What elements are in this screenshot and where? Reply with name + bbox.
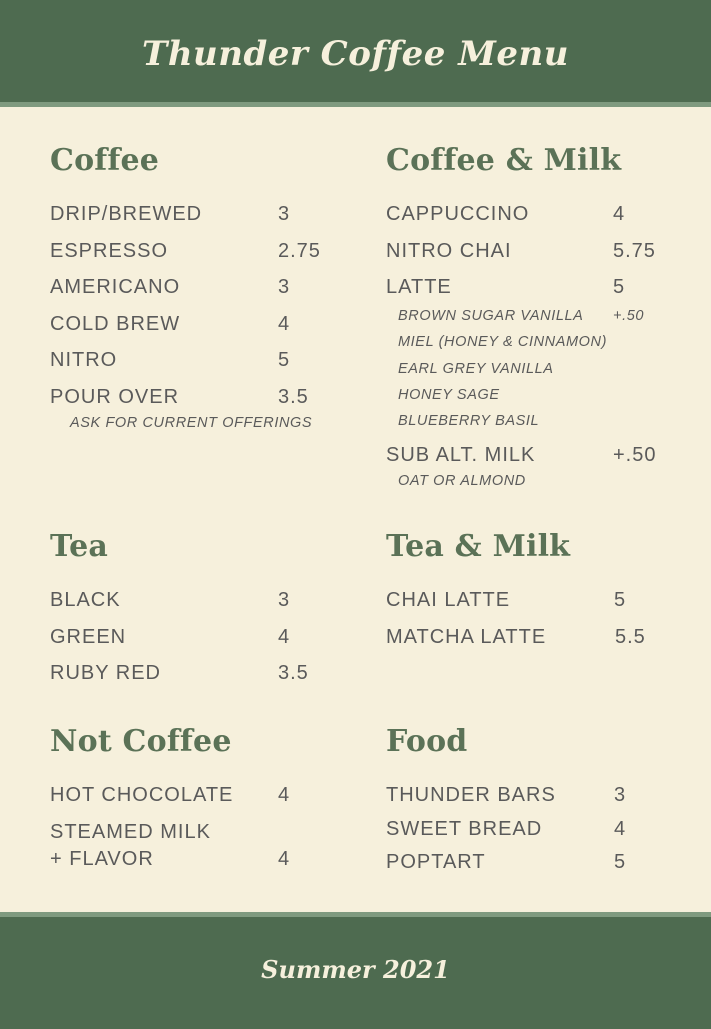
item-price: 4 — [278, 784, 291, 806]
menu-item — [386, 587, 686, 624]
item-name: POPTART — [386, 851, 486, 873]
item-name: AMERICANO — [50, 276, 181, 298]
item-name: BLACK — [50, 589, 121, 611]
section-food — [386, 724, 686, 883]
flavor-option — [386, 386, 686, 412]
menu-item-continued — [50, 846, 340, 883]
item-name: POUR OVER — [50, 385, 180, 408]
flavor-option — [386, 333, 686, 359]
flavor-name: BROWN SUGAR VANILLA — [398, 308, 584, 324]
item-name: STEAMED MILK — [50, 820, 211, 843]
item-price: 3.5 — [278, 385, 309, 408]
item-note: OAT OR ALMOND — [398, 473, 526, 490]
menu-title: Thunder Coffee Menu — [142, 34, 569, 74]
menu-item — [386, 624, 686, 661]
menu-item — [386, 201, 686, 238]
flavor-name: MIEL (HONEY & CINNAMON) — [398, 334, 608, 351]
section-heading: Coffee — [50, 143, 160, 178]
flavor-name: EARL GREY VANILLA — [398, 360, 554, 377]
season-label: Summer 2021 — [261, 955, 450, 984]
menu-item — [50, 347, 340, 384]
section-heading: Food — [386, 724, 468, 759]
flavor-price: +.50 — [613, 308, 645, 324]
item-name: SUB ALT. MILK — [386, 444, 536, 467]
menu-item — [386, 274, 686, 307]
section-coffee-milk — [386, 143, 686, 490]
item-price: 3 — [278, 276, 291, 298]
item-price: 4 — [278, 847, 291, 870]
menu-item — [50, 311, 340, 348]
item-price: 3 — [614, 784, 627, 806]
item-name: SWEET BREAD — [386, 817, 543, 840]
item-price: 5 — [278, 349, 291, 371]
menu-item — [50, 587, 340, 624]
item-price: 4 — [613, 203, 626, 225]
item-name: RUBY RED — [50, 662, 161, 684]
menu-item — [50, 624, 340, 661]
item-name-line2: + FLAVOR — [50, 847, 154, 870]
item-name: COLD BREW — [50, 312, 181, 335]
menu-item — [50, 274, 340, 311]
item-price: 4 — [278, 625, 291, 648]
item-price: 5.5 — [615, 625, 646, 648]
item-price: 5 — [614, 851, 627, 873]
item-price: 4 — [278, 312, 291, 335]
section-heading: Tea — [50, 529, 109, 564]
flavor-option — [386, 412, 686, 442]
item-price: 5 — [614, 589, 627, 611]
item-name: LATTE — [386, 276, 452, 298]
item-name: NITRO CHAI — [386, 239, 512, 262]
item-price: 5.75 — [613, 239, 656, 262]
section-heading: Coffee & Milk — [386, 143, 622, 178]
menu-item — [50, 384, 340, 414]
item-note: ASK FOR CURRENT OFFERINGS — [70, 414, 313, 431]
item-name: DRIP/BREWED — [50, 203, 203, 225]
menu-item — [50, 782, 340, 819]
item-name: NITRO — [50, 349, 118, 371]
flavor-option — [386, 360, 686, 386]
item-name: CAPPUCCINO — [386, 203, 530, 225]
menu-item — [386, 238, 686, 275]
menu-item — [50, 238, 340, 275]
item-price: 5 — [613, 276, 626, 298]
item-price: 4 — [614, 817, 627, 840]
menu-item — [386, 782, 686, 816]
item-price: +.50 — [613, 444, 657, 467]
item-name: MATCHA LATTE — [386, 625, 547, 648]
menu-item — [50, 201, 340, 238]
footer-band — [0, 912, 711, 1029]
item-price: 3 — [278, 203, 291, 225]
item-name: HOT CHOCOLATE — [50, 784, 234, 806]
item-price: 3 — [278, 589, 291, 611]
item-name: GREEN — [50, 625, 127, 648]
section-heading: Not Coffee — [50, 724, 232, 759]
menu-item — [386, 849, 686, 883]
item-price: 3.5 — [278, 662, 309, 684]
menu-item — [386, 816, 686, 850]
item-name: THUNDER BARS — [386, 784, 556, 806]
menu-item — [50, 819, 340, 846]
section-tea — [50, 529, 340, 697]
section-heading: Tea & Milk — [386, 529, 571, 564]
menu-item — [50, 660, 340, 697]
section-tea-milk — [386, 529, 686, 660]
item-name: ESPRESSO — [50, 239, 169, 262]
flavor-option — [386, 307, 686, 333]
item-name: CHAI LATTE — [386, 589, 511, 611]
menu-item — [386, 442, 686, 472]
section-not-coffee — [50, 724, 340, 882]
flavor-name: HONEY SAGE — [398, 386, 500, 403]
item-price: 2.75 — [278, 239, 321, 262]
section-coffee — [50, 143, 340, 432]
flavor-name: BLUEBERRY BASIL — [398, 413, 540, 430]
header-band — [0, 0, 711, 107]
